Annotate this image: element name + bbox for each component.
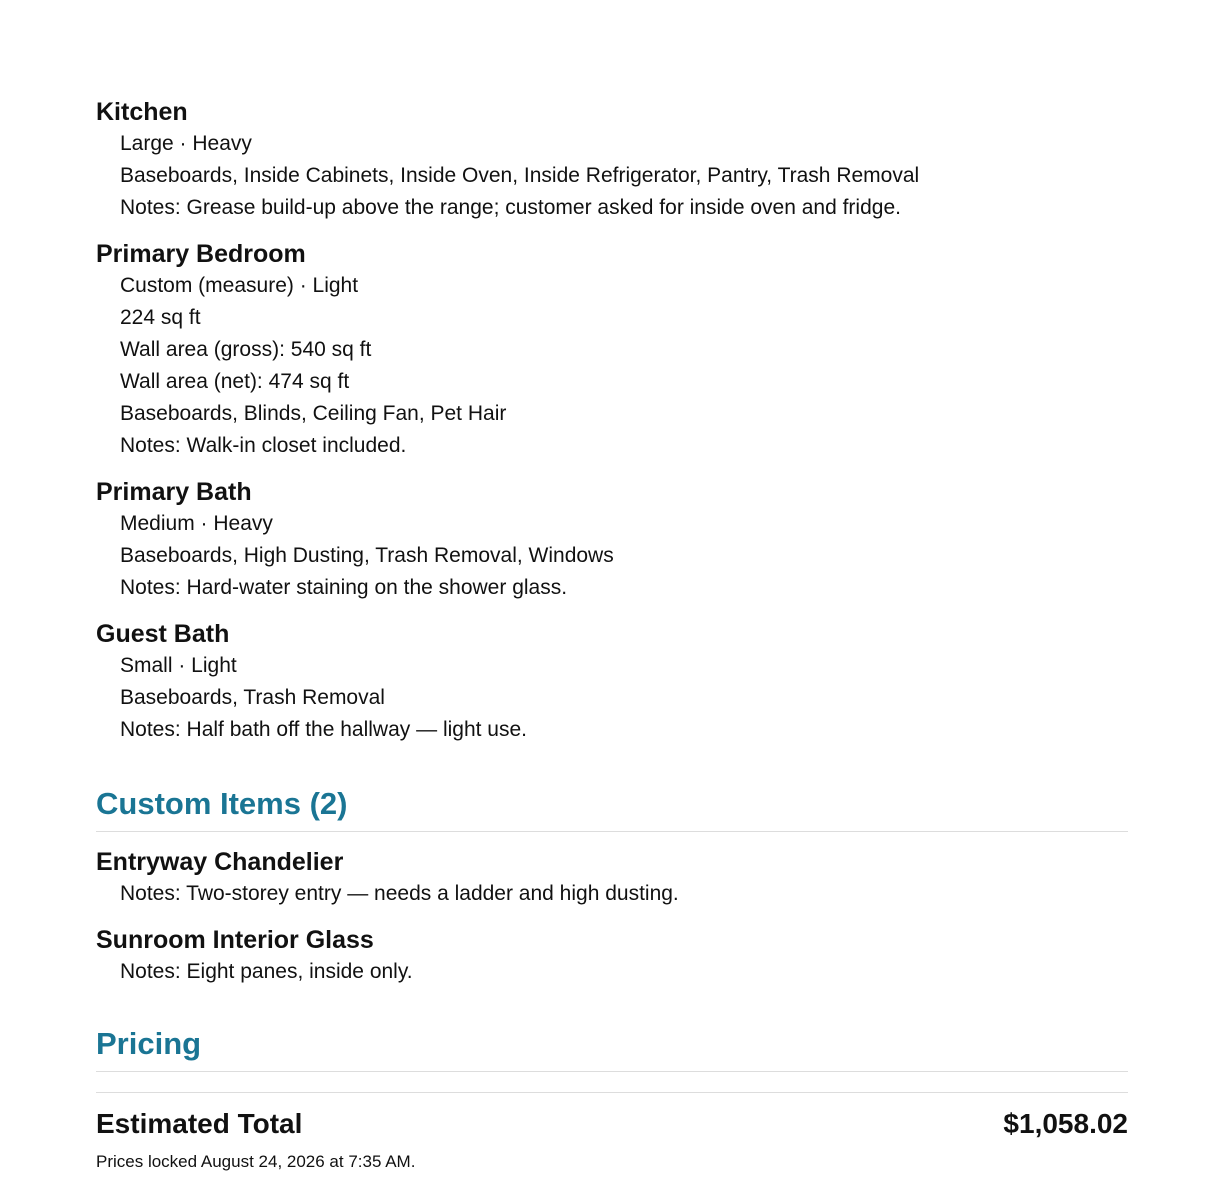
room-tasks: Baseboards, Blinds, Ceiling Fan, Pet Hair	[120, 402, 507, 425]
room-name: Primary Bath	[96, 478, 252, 506]
room-tasks: Baseboards, Trash Removal	[120, 686, 385, 709]
room-primary-bedroom	[96, 238, 1128, 462]
room-name: Primary Bedroom	[96, 240, 306, 268]
custom-item-name: Sunroom Interior Glass	[96, 926, 374, 954]
room-size-condition: Medium · Heavy	[120, 512, 273, 535]
room-notes: Notes: Half bath off the hallway — light use.	[120, 718, 527, 741]
pricing-heading: Pricing	[96, 1026, 202, 1061]
room-wall-area-gross: Wall area (gross): 540 sq ft	[120, 338, 372, 361]
room-name: Guest Bath	[96, 620, 230, 648]
room-size-condition: Large · Heavy	[120, 132, 252, 155]
custom-item	[96, 924, 1128, 988]
custom-item-name: Entryway Chandelier	[96, 848, 344, 876]
section-divider	[96, 831, 1128, 832]
estimate-document	[96, 96, 1128, 1173]
room-notes: Notes: Grease build-up above the range; customer asked for inside oven and fridge.	[120, 196, 901, 219]
estimated-total-row	[96, 1105, 1128, 1143]
prices-locked-note: Prices locked August 24, 2026 at 7:35 AM.	[96, 1152, 416, 1171]
estimated-total-label: Estimated Total	[96, 1108, 303, 1139]
room-tasks: Baseboards, Inside Cabinets, Inside Oven, Inside Refrigerator, Pantry, Trash Removal	[120, 164, 920, 187]
room-notes: Notes: Walk-in closet included.	[120, 434, 407, 457]
estimated-total-value: $1,058.02	[1003, 1108, 1128, 1139]
custom-item-notes: Notes: Two-storey entry — needs a ladder and high dusting.	[120, 882, 679, 905]
room-wall-area-net: Wall area (net): 474 sq ft	[120, 370, 350, 393]
custom-items-section	[96, 784, 1128, 988]
custom-items-heading: Custom Items (2)	[96, 786, 348, 821]
room-tasks: Baseboards, High Dusting, Trash Removal, Windows	[120, 544, 614, 567]
total-divider	[96, 1092, 1128, 1093]
room-size-condition: Custom (measure) · Light	[120, 274, 359, 297]
room-name: Kitchen	[96, 98, 188, 126]
custom-item-notes: Notes: Eight panes, inside only.	[120, 960, 413, 983]
room-primary-bath	[96, 476, 1128, 604]
room-notes: Notes: Hard-water staining on the shower glass.	[120, 576, 568, 599]
room-kitchen	[96, 96, 1128, 224]
pricing-section	[96, 1024, 1128, 1173]
custom-item	[96, 846, 1128, 910]
room-guest-bath	[96, 618, 1128, 746]
section-divider	[96, 1071, 1128, 1072]
room-size-condition: Small · Light	[120, 654, 237, 677]
room-floor-area: 224 sq ft	[120, 306, 201, 329]
